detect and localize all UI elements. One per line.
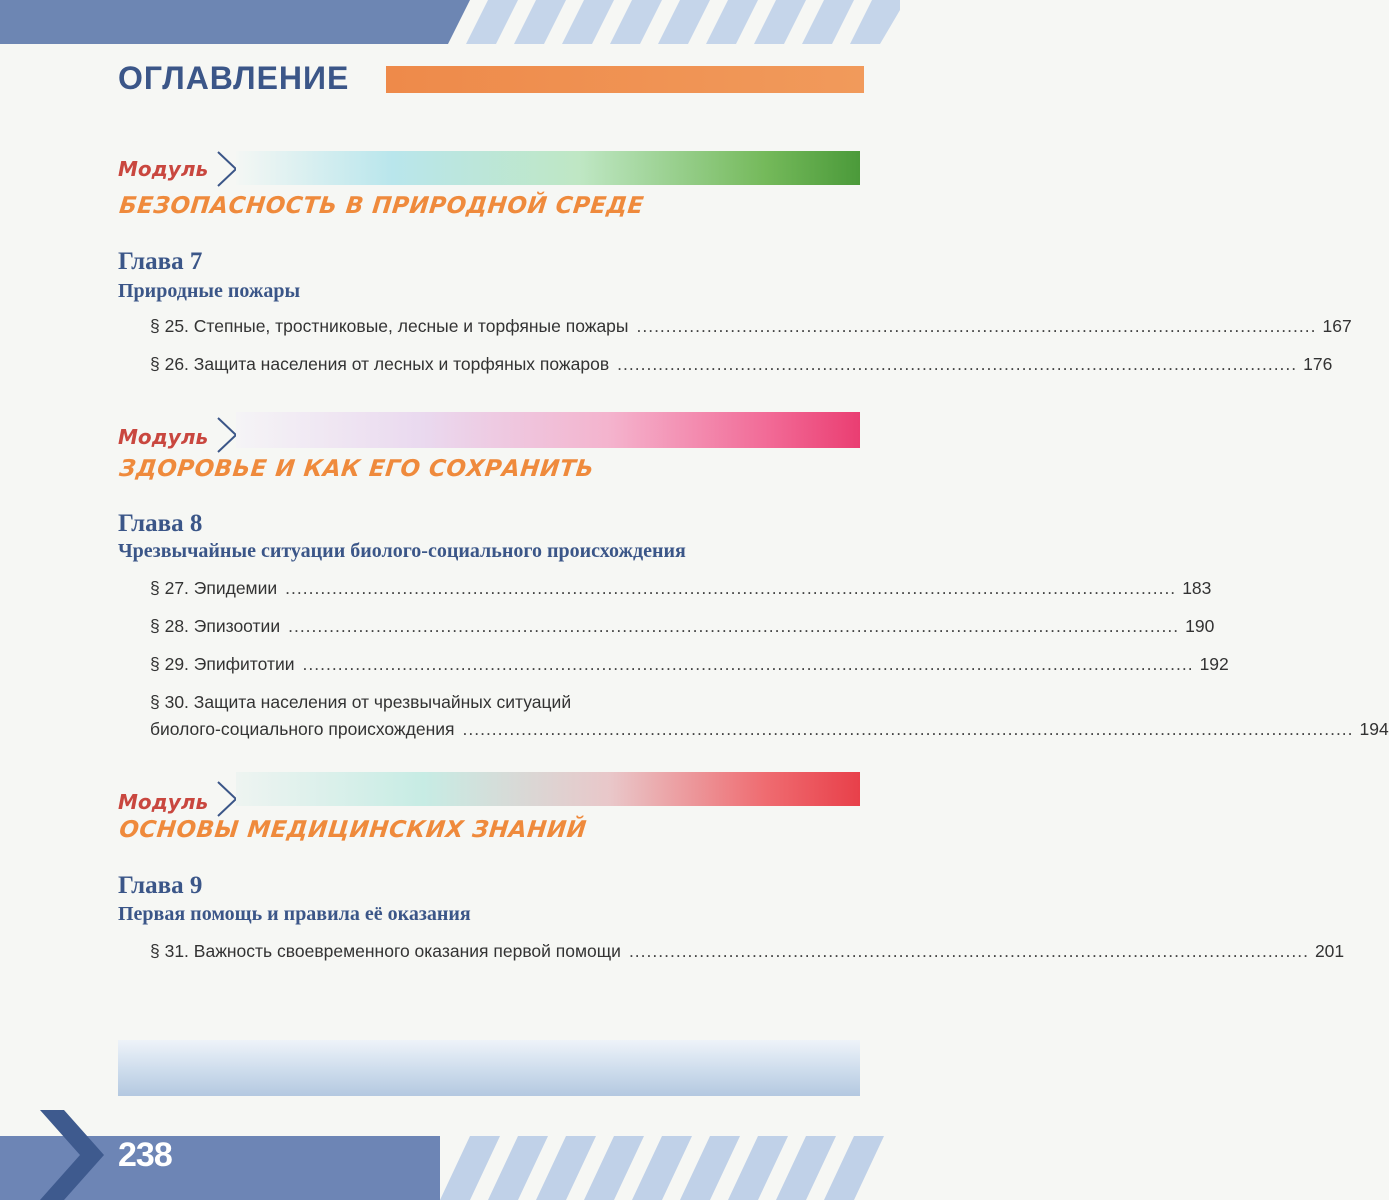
toc-entry[interactable]	[150, 354, 1333, 375]
entry-title: биолого-социального происхождения	[150, 719, 455, 739]
module-name: ОСНОВЫ МЕДИЦИНСКИХ ЗНАНИЙ	[118, 817, 588, 843]
entry-title: § 27. Эпидемии	[150, 578, 278, 598]
dot-leader: ....................................................................................................................	[636, 316, 1317, 336]
entry-title: § 29. Эпифитотии	[150, 654, 295, 674]
module-label: Модуль	[118, 425, 209, 449]
entry-page: 201	[1314, 941, 1345, 961]
dot-leader: ....................................................................................................................	[628, 941, 1309, 961]
toc-entry[interactable]	[150, 654, 1229, 675]
dot-leader: ........................................................................................................................................................	[285, 578, 1177, 598]
bottom-gradient-panel	[118, 1040, 860, 1096]
module-color-bar	[236, 772, 860, 806]
toc-entry[interactable]	[150, 616, 1215, 637]
entry-page: 167	[1322, 316, 1352, 336]
module-name: БЕЗОПАСНОСТЬ В ПРИРОДНОЙ СРЕДЕ	[118, 193, 646, 219]
chapter-title: Природные пожары	[118, 280, 301, 302]
dot-leader: ........................................................................................................................................................	[462, 719, 1354, 739]
toc-entry[interactable]	[150, 578, 1212, 599]
page-title: ОГЛАВЛЕНИЕ	[118, 60, 350, 96]
toc-entry[interactable]	[150, 316, 1352, 337]
title-accent-bar	[386, 66, 864, 93]
module-color-bar	[236, 412, 860, 448]
entry-title: § 26. Защита населения от лесных и торфяных пожаров	[150, 354, 610, 374]
entry-title: § 28. Эпизоотии	[150, 616, 281, 636]
toc-entry[interactable]	[150, 941, 1345, 962]
module-name: ЗДОРОВЬЕ И КАК ЕГО СОХРАНИТЬ	[118, 456, 596, 482]
dot-leader: ........................................................................................................................................................	[302, 654, 1194, 674]
entry-title: § 31. Важность своевременного оказания первой помощи	[150, 941, 621, 961]
toc-entry[interactable]	[150, 719, 1389, 740]
entry-title-line1[interactable]: § 30. Защита населения от чрезвычайных ситуаций	[150, 692, 572, 712]
entry-page: 176	[1303, 354, 1333, 374]
entry-title: § 25. Степные, тростниковые, лесные и торфяные пожары	[150, 316, 629, 336]
module-color-bar	[236, 151, 860, 185]
chapter-number: Глава 8	[118, 510, 203, 537]
entry-page: 183	[1182, 578, 1212, 598]
entry-page: 190	[1185, 616, 1215, 636]
module-label: Модуль	[118, 157, 209, 181]
module-label: Модуль	[118, 790, 209, 814]
page-number: 238	[118, 1136, 172, 1174]
dot-leader: ....................................................................................................................	[617, 354, 1298, 374]
dot-leader: ........................................................................................................................................................	[288, 616, 1180, 636]
chapter-title: Чрезвычайные ситуации биолого-социального происхождения	[118, 540, 686, 562]
chapter-number: Глава 9	[118, 872, 203, 899]
top-stripe-bar	[0, 0, 900, 44]
entry-page: 192	[1199, 654, 1229, 674]
entry-page: 194	[1359, 719, 1389, 739]
chapter-number: Глава 7	[118, 248, 203, 275]
chapter-title: Первая помощь и правила её оказания	[118, 903, 471, 925]
